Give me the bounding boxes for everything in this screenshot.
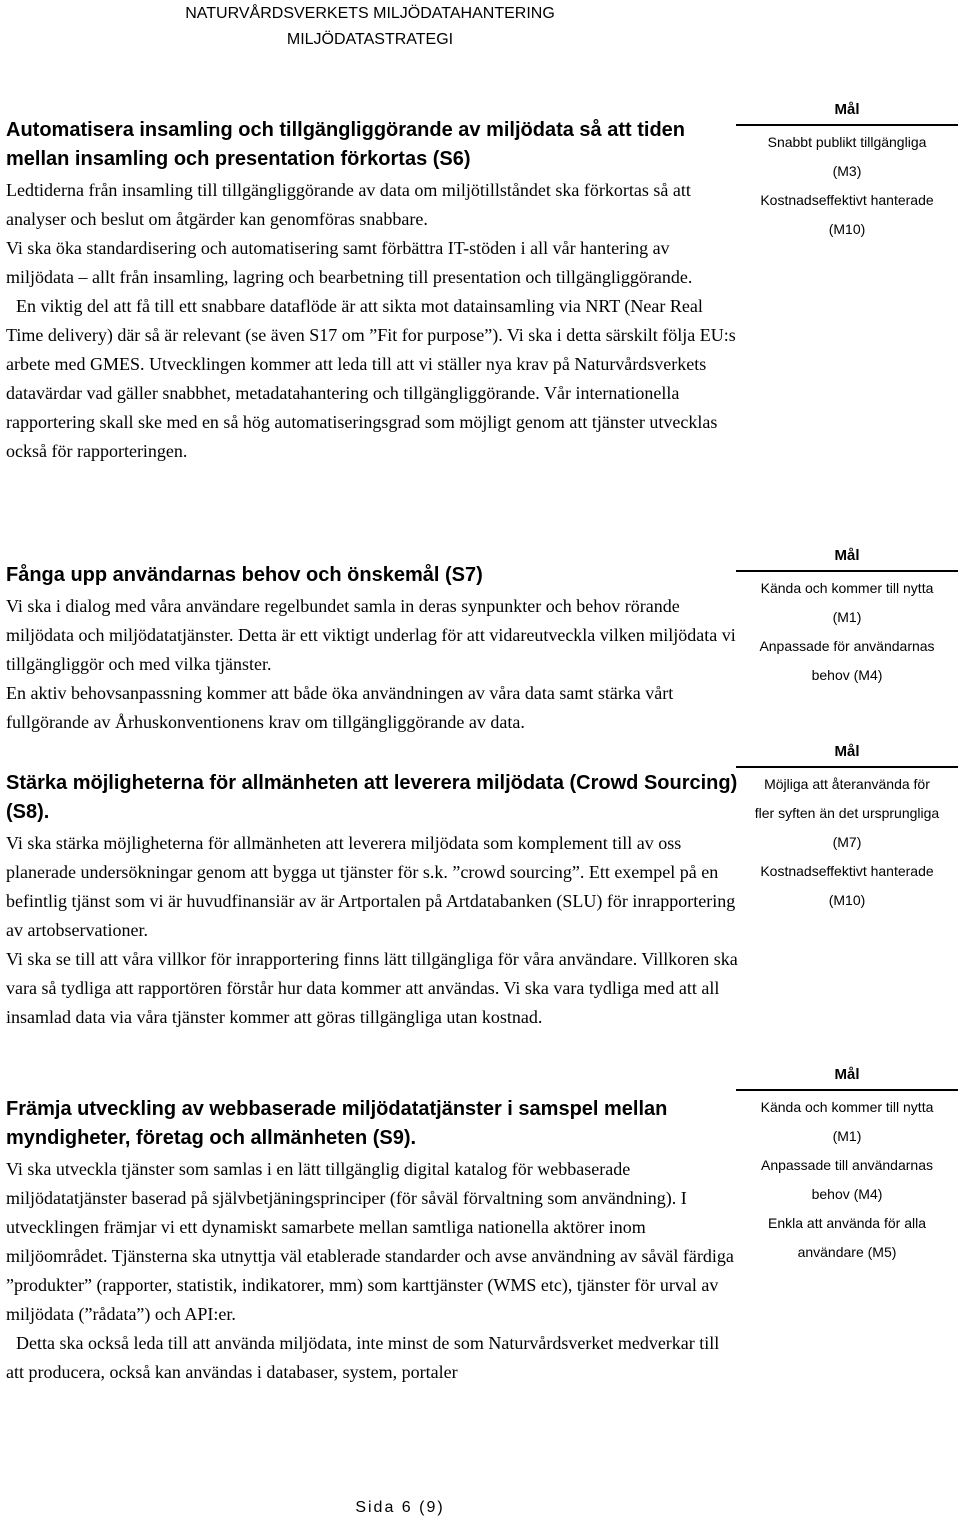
paragraph: Ledtiderna från insamling till tillgängliggörande av data om miljötillståndet ska förkortas så att analyser och beslut om åtgärder kan genomföras snabbare. (6, 180, 691, 229)
goal-item: Kostnadseffektivt hanterade (M10) (760, 192, 934, 237)
paragraph: Vi ska se till att våra villkor för inrapportering finns lätt tillgängliga för våra användare. Villkoren ska vara så tydliga att rapportören förstår hur data kommer att användas. Vi ska vara tydliga med att all insamlad data via våra tjänster kommer att göras tillgängliga utan kostnad. (6, 949, 738, 1027)
goal-box-s7 (736, 542, 958, 690)
section-s7 (6, 561, 740, 737)
paragraph: Vi ska utveckla tjänster som samlas i en lätt tillgänglig digital katalog för webbaserade miljödatatjänster baserad på självbetjäningsprinciper (för såväl förvaltning som användning). I utvecklingen främjar vi ett dynamiskt samarbete mellan samtliga nationella aktörer inom miljöområdet. Tjänsterna ska utnyttja väl etablerade standarder och avse användning av såväl färdiga ”produkter” (rapporter, statistik, indikatorer, mm) som karttjänster (WMS etc), tjänster för urval av miljödata (”rådata”) och API:er. (6, 1159, 734, 1324)
goal-item: Snabbt publikt tillgängliga (M3) (767, 134, 927, 179)
paragraph: Detta ska också leda till att använda miljödata, inte minst de som Naturvårdsverket medverkar till att producera, också kan användas i databaser, system, portaler (6, 1333, 720, 1382)
goal-box-s6 (736, 96, 958, 244)
section-title: Stärka möjligheterna för allmänheten att leverera miljödata (Crowd Sourcing) (S8). (6, 772, 738, 823)
section-title: Fånga upp användarnas behov och önskemål (S7) (6, 564, 483, 586)
goal-item: Enkla att använda för alla användare (M5) (768, 1215, 926, 1260)
goal-item: Anpassade till användarnas behov (M4) (760, 1157, 933, 1202)
paragraph: Vi ska stärka möjligheterna för allmänheten att leverera miljödata som komplement till av oss planerade undersökningar genom att bygga ut tjänster för s.k. ”crowd sourcing”. Ett exempel på en befintlig tjänst som vi är huvudfinansiär av är Artportalen på Artdatabanken (SLU) för inrapportering av artobservationer. (6, 833, 736, 940)
paragraph: En viktig del att få till ett snabbare dataflöde är att sikta mot datainsamling via NRT (Near Real Time delivery) där så är relevant (se även S17 om ”Fit for purpose”). Vi ska i detta särskilt följa EU:s arbete med GMES. Utvecklingen kommer att leda till att vi ställer nya krav på Naturvårdsverkets datavärdar vad gäller snabbhet, metadatahantering och tillgängliggörande. Vår internationella rapportering skall ske med en så hög automatiseringsgrad som möjligt genom att tjänster utvecklas också för rapporteringen. (6, 296, 736, 461)
page-number: Sida 6 (9) (355, 1499, 445, 1516)
goal-item: Kända och kommer till nytta (M1) (760, 580, 934, 625)
section-title: Automatisera insamling och tillgängliggörande av miljödata så att tiden mellan insamling och presentation förkortas (S6) (6, 119, 686, 170)
goal-item: Kända och kommer till nytta (M1) (760, 1099, 934, 1144)
goal-box-s9 (736, 1061, 958, 1267)
paragraph: Vi ska öka standardisering och automatisering samt förbättra IT-stöden i all vår hantering av miljödata – allt från insamling, lagring och bearbetning till presentation och tillgängliggörande. (6, 238, 693, 287)
goal-heading: Mål (736, 96, 958, 126)
goal-item: Anpassade för användarnas behov (M4) (759, 638, 935, 683)
goal-heading: Mål (736, 738, 958, 768)
section-s8 (6, 769, 740, 1032)
goal-heading: Mål (736, 542, 958, 572)
section-s6 (6, 116, 740, 466)
goal-item: Kostnadseffektivt hanterade (M10) (760, 863, 934, 908)
header-doc-title: MILJÖDATASTRATEGI (286, 31, 454, 48)
header-org: NATURVÅRDSVERKETS MILJÖDATAHANTERING (185, 5, 555, 22)
section-title: Främja utveckling av webbaserade miljödatatjänster i samspel mellan myndigheter, företag och allmänheten (S9). (6, 1098, 668, 1149)
goal-item: Möjliga att återanvända för fler syften än det ursprungliga (M7) (754, 776, 940, 850)
goal-box-s8 (736, 738, 958, 915)
paragraph: Vi ska i dialog med våra användare regelbundet samla in deras synpunkter och behov rörande miljödata och miljödatatjänster. Detta är ett viktigt underlag för att vidareutveckla vilken miljödata vi tillgängliggör och med vilka tjänster. (6, 596, 736, 674)
section-s9 (6, 1095, 740, 1387)
goal-heading: Mål (736, 1061, 958, 1091)
paragraph: En aktiv behovsanpassning kommer att både öka användningen av våra data samt stärka vårt fullgörande av Århuskonventionens krav om tillgängliggörande av data. (6, 683, 674, 732)
